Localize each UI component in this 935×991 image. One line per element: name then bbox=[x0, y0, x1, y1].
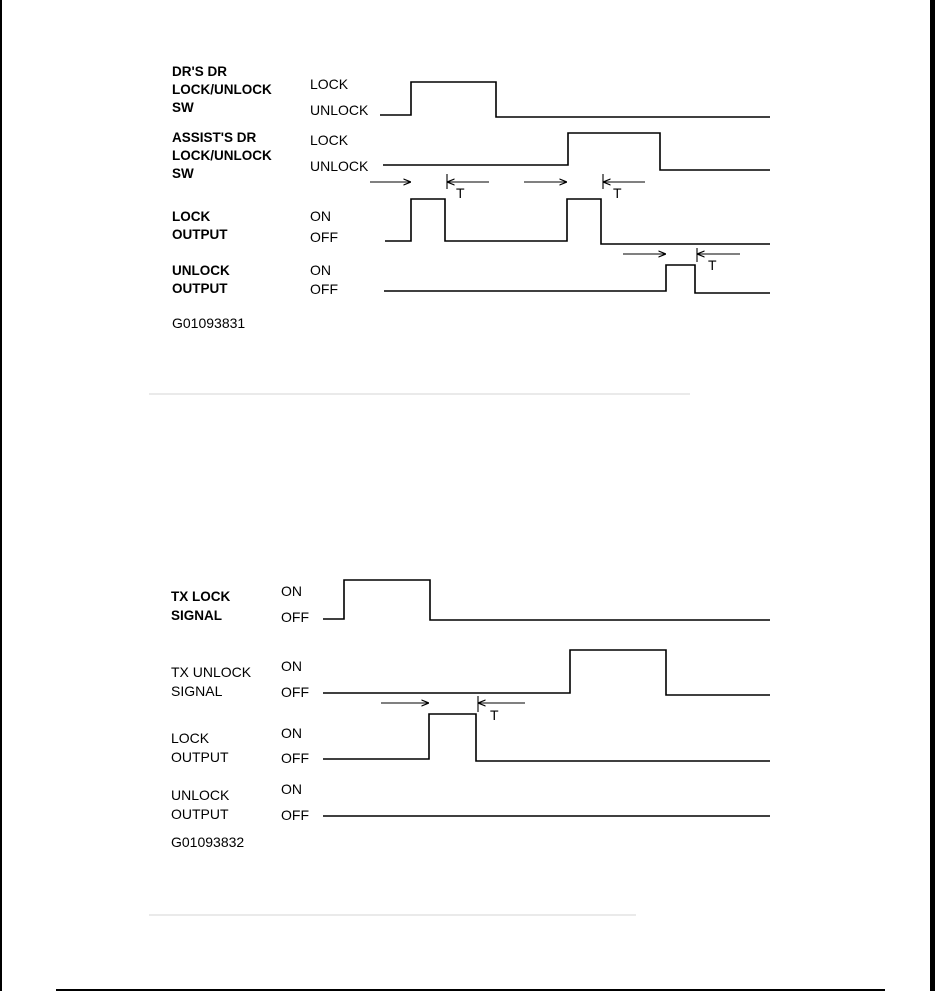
tx-unlock-low-state: OFF bbox=[281, 684, 309, 700]
lock-output-high-state: ON bbox=[281, 725, 302, 741]
tx-lock-waveform bbox=[323, 580, 770, 620]
lock-output-waveform bbox=[385, 199, 770, 244]
lock-output-low-state: OFF bbox=[310, 229, 338, 245]
tx-unlock-waveform bbox=[323, 650, 770, 695]
unlock-output-label-line2: OUTPUT bbox=[172, 281, 228, 296]
dr-sw-low-state: UNLOCK bbox=[310, 102, 369, 118]
dr-sw-high-state: LOCK bbox=[310, 76, 349, 92]
assist-sw-waveform bbox=[383, 133, 770, 170]
tx-unlock-high-state: ON bbox=[281, 658, 302, 674]
tx-lock-low-state: OFF bbox=[281, 609, 309, 625]
assist-sw-label-line3: SW bbox=[172, 166, 194, 181]
figure-id: G01093832 bbox=[171, 834, 245, 850]
timing-diagram-top bbox=[172, 64, 770, 331]
unlock-output-label-line2: OUTPUT bbox=[171, 806, 229, 822]
assist-sw-high-state: LOCK bbox=[310, 132, 349, 148]
dr-sw-label-line2: LOCK/UNLOCK bbox=[172, 82, 272, 97]
assist-sw-label-line1: ASSIST'S DR bbox=[172, 130, 257, 145]
dr-sw-label-line3: SW bbox=[172, 100, 194, 115]
lock-output-low-state: OFF bbox=[281, 750, 309, 766]
timing-diagram-bottom bbox=[171, 580, 770, 850]
lock-output-label-line1: LOCK bbox=[171, 730, 210, 746]
lock-output-label-line2: OUTPUT bbox=[172, 227, 228, 242]
lock-output-label-line1: LOCK bbox=[172, 209, 211, 224]
assist-sw-label-line2: LOCK/UNLOCK bbox=[172, 148, 272, 163]
time-marker-label: T bbox=[708, 257, 717, 273]
tx-lock-label-line1: TX LOCK bbox=[171, 589, 231, 604]
time-marker-label: T bbox=[613, 185, 622, 201]
tx-unlock-label-line1: TX UNLOCK bbox=[171, 664, 252, 680]
figure-id: G01093831 bbox=[172, 315, 246, 331]
dr-sw-waveform bbox=[380, 82, 770, 117]
unlock-output-low-state: OFF bbox=[310, 281, 338, 297]
dr-sw-label-line1: DR'S DR bbox=[172, 64, 227, 79]
time-marker-label: T bbox=[490, 707, 499, 723]
unlock-output-low-state: OFF bbox=[281, 807, 309, 823]
assist-sw-low-state: UNLOCK bbox=[310, 158, 369, 174]
time-marker-label: T bbox=[456, 185, 465, 201]
lock-output-high-state: ON bbox=[310, 208, 331, 224]
tx-lock-label-line2: SIGNAL bbox=[171, 608, 223, 623]
unlock-output-high-state: ON bbox=[281, 781, 302, 797]
lock-output-label-line2: OUTPUT bbox=[171, 749, 229, 765]
unlock-output-high-state: ON bbox=[310, 262, 331, 278]
unlock-output-label-line1: UNLOCK bbox=[171, 787, 230, 803]
tx-lock-high-state: ON bbox=[281, 583, 302, 599]
lock-output-waveform bbox=[323, 714, 770, 761]
unlock-output-label-line1: UNLOCK bbox=[172, 263, 230, 278]
tx-unlock-label-line2: SIGNAL bbox=[171, 683, 223, 699]
